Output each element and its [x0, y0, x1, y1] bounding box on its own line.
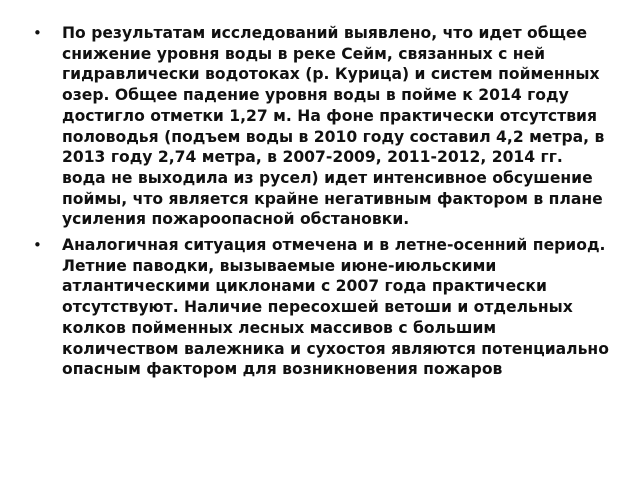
- bullet-marker: •: [33, 236, 42, 255]
- bullet-marker: •: [33, 24, 42, 42]
- bullet-text: Аналогичная ситуация отмечена и в летне-осенний период. Летние паводки, вызываемые июне-июльскими атлантическими циклонами с 2007 года практически отсутствуют. Наличие пересохшей ветоши и отдельных колков пойменных лесных массивов с большим количеством валежника и сухостоя являются потенциально опасным фактором для возникновения пожаров: [62, 236, 609, 379]
- bullet-list: [30, 23, 610, 380]
- bullet-item-2: [30, 235, 610, 380]
- bullet-item-1: [30, 23, 610, 230]
- bullet-text: По результатам исследований выявлено, что идет общее снижение уровня воды в реке Сейм, связанных с ней гидравлически водотоках (р. Курица) и систем пойменных озер. Общее падение уровня воды в пойме к 2014 году достигло отметки 1,27 м. На фоне практически отсутствия половодья (подъем воды в 2010 году составил 4,2 метра, в 2013 году 2,74 метра, в 2007-2009, 2011-2012, 2014 гг. вода не выходила из русел) идет интенсивное обсушение поймы, что является крайне негативным фактором в плане усиления пожароопасной обстановки.: [62, 24, 605, 229]
